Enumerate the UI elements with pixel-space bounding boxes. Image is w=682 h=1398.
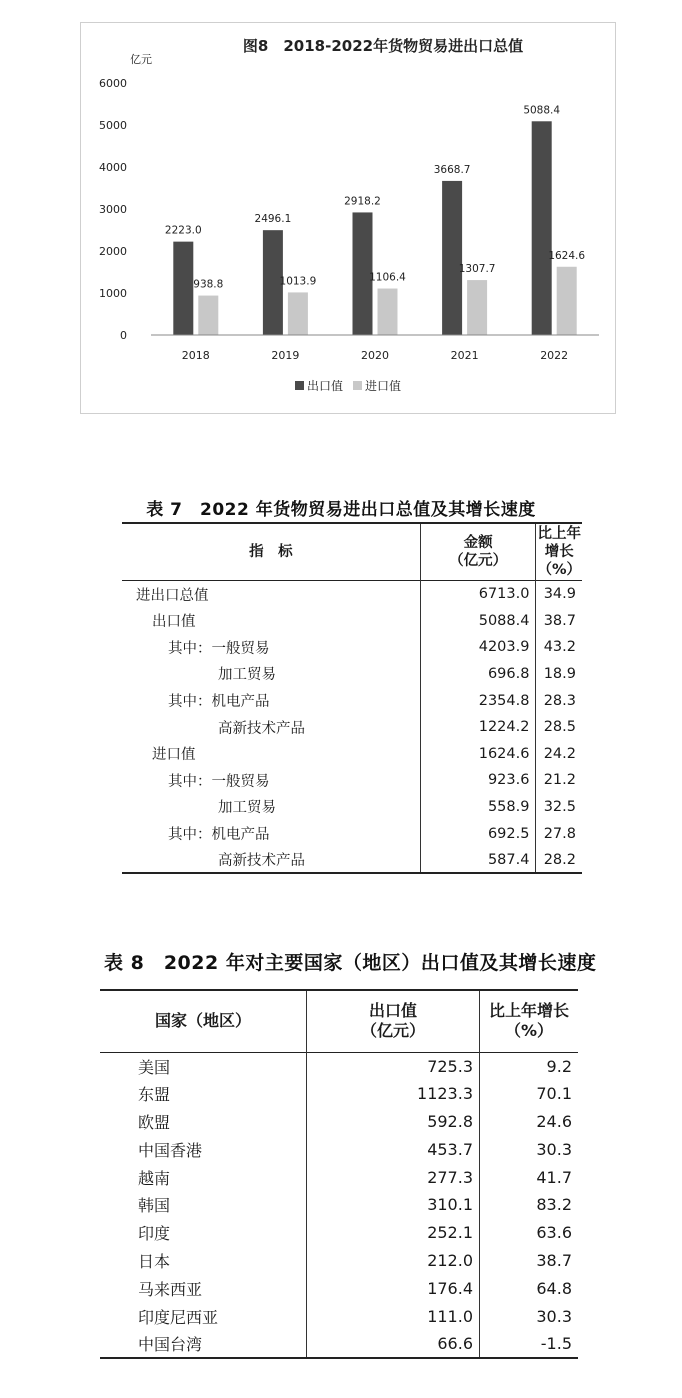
table-row bbox=[100, 1219, 578, 1247]
y-tick-label: 1000 bbox=[99, 287, 127, 300]
bar-export-2018 bbox=[173, 242, 193, 335]
table-row bbox=[122, 714, 582, 741]
table8-header-value bbox=[307, 990, 480, 1052]
bar-data-label: 2918.2 bbox=[344, 195, 381, 208]
table7-row-growth: 24.2 bbox=[543, 745, 576, 762]
table7-header-amount bbox=[420, 523, 536, 581]
table7-row-amount: 5088.4 bbox=[420, 607, 536, 634]
table7-row-amount: 4203.9 bbox=[420, 634, 536, 661]
table-row bbox=[100, 1135, 578, 1163]
table-row bbox=[100, 1302, 578, 1330]
table-row bbox=[122, 634, 582, 661]
table7-header-growth-line1: 比上年增长 bbox=[537, 526, 581, 561]
table8-row-value: 453.7 bbox=[307, 1135, 480, 1163]
bar-data-label: 2223.0 bbox=[164, 224, 202, 237]
table8-row-country: 日本 bbox=[138, 1251, 171, 1271]
table7-row-growth: 21.2 bbox=[543, 772, 576, 789]
table8-row-country: 印度 bbox=[138, 1224, 171, 1244]
table8-header-value-line2: （亿元） bbox=[360, 1021, 425, 1041]
y-axis-ticks bbox=[99, 77, 127, 342]
table8-row-value: 310.1 bbox=[307, 1191, 480, 1219]
table7-row-label: 其中：机电产品 bbox=[168, 694, 270, 711]
table8-row-country: 马来西亚 bbox=[138, 1279, 203, 1299]
y-tick-label: 4000 bbox=[99, 161, 127, 174]
table8-row-growth: 64.8 bbox=[536, 1278, 572, 1298]
bar-import-2022 bbox=[557, 267, 577, 335]
table7 bbox=[122, 522, 582, 874]
bar-import-2021 bbox=[467, 280, 487, 335]
x-tick-label: 2022 bbox=[540, 349, 569, 362]
y-tick-label: 6000 bbox=[99, 77, 127, 90]
table7-row-growth: 34.9 bbox=[543, 586, 576, 603]
table8-row-country: 欧盟 bbox=[138, 1112, 171, 1132]
bar-data-label: 3668.7 bbox=[433, 163, 471, 176]
bar-import-2020 bbox=[378, 289, 398, 335]
table8-row-country: 东盟 bbox=[138, 1085, 171, 1105]
table7-row-growth: 32.5 bbox=[543, 798, 576, 815]
table8-header-growth-line2: （%） bbox=[504, 1021, 554, 1041]
table7-row-growth: 28.5 bbox=[543, 719, 576, 736]
table8-body bbox=[100, 1052, 578, 1358]
trade-chart-panel bbox=[80, 22, 616, 414]
table7-title: 表 7 2022 年货物贸易进出口总值及其增长速度 bbox=[146, 500, 536, 520]
table7-row-amount: 587.4 bbox=[420, 847, 536, 874]
x-tick-label: 2019 bbox=[271, 349, 300, 362]
bar-import-2018 bbox=[198, 296, 218, 335]
table8-row-value: 66.6 bbox=[307, 1330, 480, 1358]
table7-row-growth: 43.2 bbox=[543, 639, 576, 656]
y-tick-label: 5000 bbox=[99, 119, 127, 132]
table7-row-amount: 923.6 bbox=[420, 767, 536, 794]
table8-row-country: 韩国 bbox=[138, 1196, 171, 1216]
bar-data-label: 5088.4 bbox=[523, 104, 561, 117]
table8-row-growth: 41.7 bbox=[536, 1167, 572, 1187]
bar-data-label: 2496.1 bbox=[254, 213, 292, 226]
bar-export-2022 bbox=[532, 121, 552, 335]
table-row bbox=[100, 1052, 578, 1080]
table7-row-label: 加工贸易 bbox=[218, 667, 276, 684]
table8-row-growth: 70.1 bbox=[536, 1084, 572, 1104]
table-row bbox=[100, 1108, 578, 1136]
table7-header-amount-line2: （亿元） bbox=[449, 553, 508, 570]
table7-body bbox=[122, 581, 582, 874]
table8-row-country: 中国台湾 bbox=[138, 1334, 203, 1354]
x-axis-ticks bbox=[182, 349, 568, 362]
table7-header-indicator: 指 标 bbox=[249, 544, 293, 561]
table8-title: 表 8 2022 年对主要国家（地区）出口值及其增长速度 bbox=[104, 952, 597, 974]
table-row bbox=[100, 1274, 578, 1302]
y-axis-unit-label: 亿元 bbox=[130, 53, 152, 66]
table8-row-country: 中国香港 bbox=[138, 1140, 203, 1160]
table8-row-country: 印度尼西亚 bbox=[138, 1307, 219, 1327]
table8-header-growth-line1: 比上年增长 bbox=[488, 1001, 569, 1021]
table7-row-label: 加工贸易 bbox=[218, 800, 276, 817]
table7-row-amount: 558.9 bbox=[420, 794, 536, 821]
table7-row-label: 进出口总值 bbox=[136, 587, 209, 604]
table8-header-growth bbox=[480, 990, 579, 1052]
table8-header-row bbox=[100, 990, 578, 1052]
table8-row-country: 越南 bbox=[138, 1168, 171, 1188]
table7-row-growth: 27.8 bbox=[543, 825, 576, 842]
table7-row-amount: 696.8 bbox=[420, 661, 536, 688]
table7-row-label: 出口值 bbox=[152, 614, 196, 631]
table7-header-row bbox=[122, 523, 582, 581]
table7-row-growth: 18.9 bbox=[543, 665, 576, 682]
table7-row-label: 其中：一般贸易 bbox=[168, 773, 270, 790]
table-row bbox=[122, 847, 582, 874]
table7-row-label: 其中：机电产品 bbox=[168, 827, 270, 844]
table7-row-growth: 28.3 bbox=[543, 692, 576, 709]
x-tick-label: 2018 bbox=[181, 349, 210, 362]
bar-data-label: 1013.9 bbox=[279, 275, 317, 288]
legend-label: 出口值 bbox=[307, 379, 344, 393]
chart-title: 图8 2018-2022年货物贸易进出口总值 bbox=[242, 37, 524, 55]
table7-row-amount: 1224.2 bbox=[420, 714, 536, 741]
table8-row-value: 725.3 bbox=[307, 1052, 480, 1080]
table7-row-label: 高新技术产品 bbox=[218, 853, 305, 870]
table7-header-amount-line1: 金额 bbox=[463, 535, 493, 552]
bars-group bbox=[165, 104, 585, 335]
table8-row-growth: 30.3 bbox=[536, 1306, 572, 1326]
table7-row-amount: 2354.8 bbox=[420, 687, 536, 714]
table8-row-growth: 9.2 bbox=[546, 1056, 572, 1076]
table7-row-amount: 6713.0 bbox=[420, 581, 536, 608]
table-row bbox=[122, 607, 582, 634]
table8-row-value: 277.3 bbox=[307, 1163, 480, 1191]
bar-data-label: 1106.4 bbox=[369, 271, 406, 284]
table-row bbox=[122, 581, 582, 608]
table-row bbox=[122, 687, 582, 714]
x-tick-label: 2020 bbox=[361, 349, 389, 362]
chart-legend bbox=[295, 378, 401, 393]
bar-export-2021 bbox=[442, 181, 462, 335]
table7-row-growth: 38.7 bbox=[543, 612, 576, 629]
table8-row-value: 592.8 bbox=[307, 1108, 480, 1136]
table-row bbox=[100, 1247, 578, 1275]
table7-row-amount: 692.5 bbox=[420, 820, 536, 847]
table-row bbox=[122, 794, 582, 821]
table8-row-growth: 38.7 bbox=[536, 1250, 572, 1270]
table8-row-growth: 83.2 bbox=[536, 1195, 572, 1215]
x-tick-label: 2021 bbox=[450, 349, 479, 362]
trade-bar-chart bbox=[81, 23, 615, 413]
table8-row-value: 212.0 bbox=[307, 1247, 480, 1275]
y-tick-label: 2000 bbox=[99, 245, 127, 258]
table7-row-label: 高新技术产品 bbox=[218, 720, 305, 737]
table8-row-value: 252.1 bbox=[307, 1219, 480, 1247]
table8-row-growth: 63.6 bbox=[536, 1223, 572, 1243]
table7-row-label: 进口值 bbox=[152, 747, 196, 764]
legend-swatch bbox=[353, 381, 362, 390]
table-row bbox=[122, 820, 582, 847]
legend-swatch bbox=[295, 381, 304, 390]
table8-header-country: 国家（地区） bbox=[154, 1011, 251, 1031]
y-tick-label: 3000 bbox=[99, 203, 127, 216]
table8-row-value: 1123.3 bbox=[307, 1080, 480, 1108]
table-row bbox=[100, 1191, 578, 1219]
bar-data-label: 1307.7 bbox=[458, 263, 496, 276]
table7-row-label: 其中：一般贸易 bbox=[168, 640, 270, 657]
table8-row-growth: -1.5 bbox=[540, 1333, 572, 1353]
bar-import-2019 bbox=[288, 292, 308, 335]
y-tick-label: 0 bbox=[120, 329, 127, 342]
bar-data-label: 1624.6 bbox=[548, 249, 586, 262]
bar-data-label: 938.8 bbox=[193, 278, 224, 291]
table-row bbox=[100, 1330, 578, 1358]
table-row bbox=[122, 661, 582, 688]
table7-row-growth: 28.2 bbox=[543, 851, 576, 868]
table7-header-growth-line2: （%） bbox=[537, 562, 581, 579]
table8-row-country: 美国 bbox=[138, 1057, 171, 1077]
table8-header-value-line1: 出口值 bbox=[368, 1001, 417, 1021]
table8-row-value: 176.4 bbox=[307, 1274, 480, 1302]
table8-row-growth: 24.6 bbox=[536, 1111, 572, 1131]
table8-row-growth: 30.3 bbox=[536, 1139, 572, 1159]
table8 bbox=[100, 989, 578, 1359]
table-row bbox=[100, 1163, 578, 1191]
table7-header-growth bbox=[536, 523, 582, 581]
legend-label: 进口值 bbox=[365, 379, 402, 393]
table8-row-value: 111.0 bbox=[307, 1302, 480, 1330]
table-row bbox=[122, 740, 582, 767]
table7-row-amount: 1624.6 bbox=[420, 740, 536, 767]
table-row bbox=[122, 767, 582, 794]
table-row bbox=[100, 1080, 578, 1108]
